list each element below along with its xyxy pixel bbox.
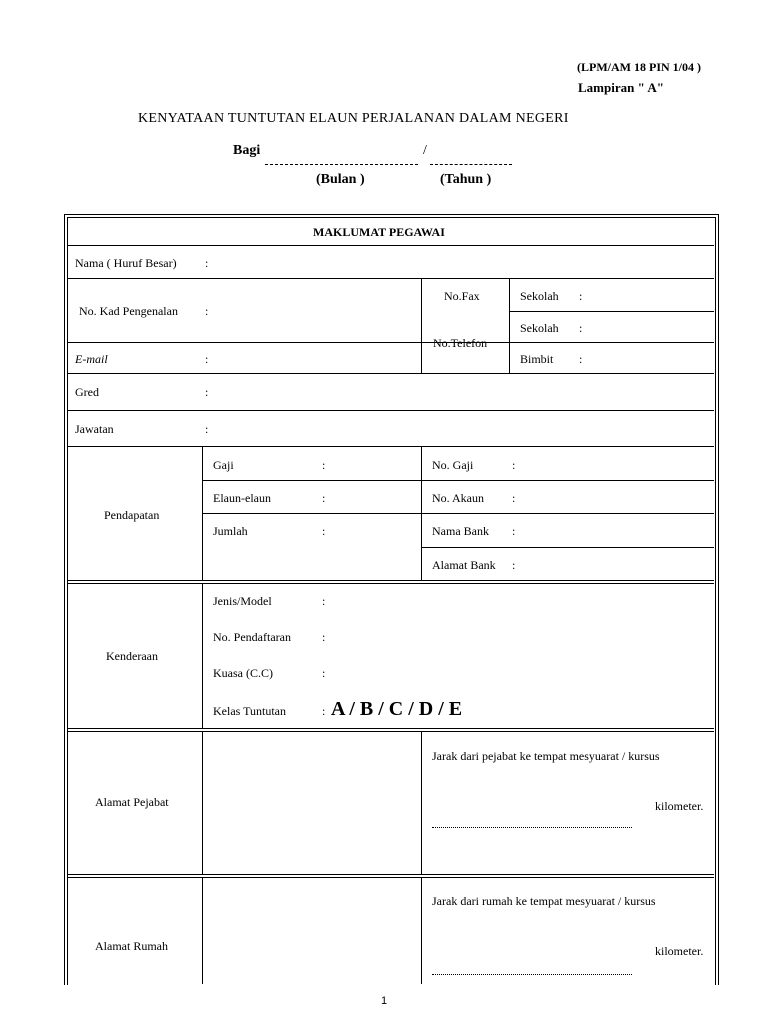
row-divider [421, 547, 714, 548]
kelas-colon: : [322, 704, 326, 718]
row-divider [67, 373, 714, 374]
alamat-bank-label: Alamat Bank [432, 558, 496, 572]
kad-label: No. Kad Pengenalan [79, 304, 178, 318]
jarak-pejabat-field[interactable] [432, 827, 632, 828]
row-divider [67, 278, 714, 279]
month-caption: (Bulan ) [316, 172, 365, 187]
pendaftaran-field[interactable]: : [322, 630, 326, 644]
alamat-rumah-label: Alamat Rumah [95, 939, 168, 953]
jawatan-label: Jawatan [75, 422, 114, 436]
year-field[interactable] [430, 164, 512, 165]
kuasa-field[interactable]: : [322, 666, 326, 680]
col-divider [202, 877, 203, 984]
kad-field[interactable]: : [205, 304, 209, 318]
col-divider [202, 446, 203, 580]
kelas-label: Kelas Tuntutan [213, 704, 287, 718]
jarak-rumah-field[interactable] [432, 974, 632, 975]
kuasa-label: Kuasa (C.C) [213, 666, 273, 680]
row-divider [67, 728, 714, 729]
month-field[interactable] [265, 164, 418, 165]
row-divider [67, 446, 714, 447]
gaji-label: Gaji [213, 458, 234, 472]
email-label: E-mail [75, 352, 108, 366]
elaun-field[interactable]: : [322, 491, 326, 505]
page-number: 1 [381, 995, 388, 1007]
nofax-label: No.Fax [444, 289, 480, 303]
tel-sekolah-field[interactable]: : [579, 321, 583, 335]
fax-sekolah-label: Sekolah [520, 289, 559, 303]
bimbit-field[interactable]: : [579, 352, 583, 366]
row-divider [67, 874, 714, 875]
jumlah-label: Jumlah [213, 524, 248, 538]
row-divider [67, 410, 714, 411]
bimbit-label: Bimbit [520, 352, 554, 366]
alamat-bank-field[interactable]: : [512, 558, 516, 572]
alamat-pejabat-label: Alamat Pejabat [95, 795, 169, 809]
year-caption: (Tahun ) [440, 172, 492, 187]
jenis-label: Jenis/Model [213, 594, 272, 608]
jumlah-field[interactable]: : [322, 524, 326, 538]
col-divider [421, 731, 422, 874]
notelefon-label: No.Telefon [433, 336, 488, 350]
pendapatan-label: Pendapatan [104, 508, 160, 522]
bagi-label: Bagi [233, 143, 261, 158]
row-divider [67, 877, 714, 878]
jarak-rumah-label: Jarak dari rumah ke tempat mesyuarat / kursus [432, 894, 656, 908]
tel-sekolah-label: Sekolah [520, 321, 559, 335]
no-gaji-label: No. Gaji [432, 458, 474, 472]
period-slash: / [423, 143, 427, 158]
nama-label: Nama ( Huruf Besar) [75, 256, 177, 270]
form-table [67, 217, 716, 985]
row-divider [202, 480, 714, 481]
no-gaji-field[interactable]: : [512, 458, 516, 472]
jawatan-field[interactable]: : [205, 422, 209, 436]
pendaftaran-label: No. Pendaftaran [213, 630, 291, 644]
nama-field[interactable]: : [205, 256, 209, 270]
row-divider [67, 580, 714, 581]
row-divider [509, 311, 714, 312]
jenis-field[interactable]: : [322, 594, 326, 608]
kelas-options[interactable]: A / B / C / D / E [331, 698, 463, 720]
col-divider [421, 446, 422, 580]
row-divider [67, 245, 714, 246]
jarak-rumah-unit: kilometer. [655, 944, 704, 958]
email-field[interactable]: : [205, 352, 209, 366]
gaji-field[interactable]: : [322, 458, 326, 472]
page-title: KENYATAAN TUNTUTAN ELAUN PERJALANAN DALAM NEGERI [138, 111, 569, 126]
col-divider [421, 278, 422, 373]
kenderaan-label: Kenderaan [106, 649, 158, 663]
row-divider [67, 731, 714, 732]
appendix-label: Lampiran " A" [578, 80, 664, 95]
row-divider [202, 513, 714, 514]
jarak-pejabat-label: Jarak dari pejabat ke tempat mesyuarat / kursus [432, 749, 660, 763]
section-title: MAKLUMAT PEGAWAI [313, 225, 445, 239]
row-divider [509, 342, 714, 343]
form-code: (LPM/AM 18 PIN 1/04 ) [577, 60, 701, 74]
no-akaun-label: No. Akaun [432, 491, 484, 505]
nama-bank-label: Nama Bank [432, 524, 489, 538]
nama-bank-field[interactable]: : [512, 524, 516, 538]
gred-field[interactable]: : [205, 385, 209, 399]
row-divider [67, 342, 421, 343]
col-divider [202, 731, 203, 874]
gred-label: Gred [75, 385, 99, 399]
col-divider [421, 877, 422, 984]
jarak-pejabat-unit: kilometer. [655, 799, 704, 813]
elaun-label: Elaun-elaun [213, 491, 271, 505]
col-divider [202, 583, 203, 728]
fax-sekolah-field[interactable]: : [579, 289, 583, 303]
row-divider [67, 583, 714, 584]
col-divider [509, 278, 510, 373]
no-akaun-field[interactable]: : [512, 491, 516, 505]
